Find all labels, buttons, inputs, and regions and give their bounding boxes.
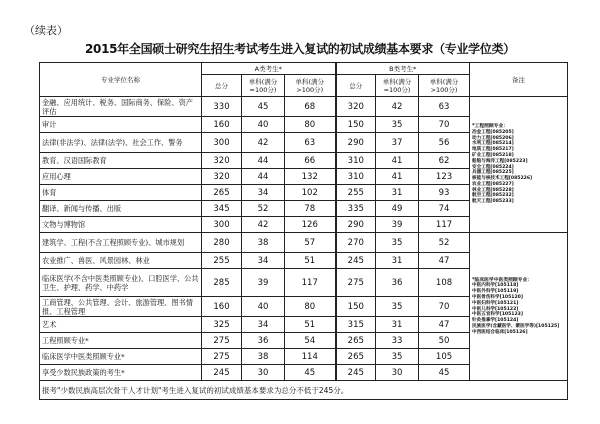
group-a-single-over-100: 117: [285, 269, 336, 297]
note-item: 中医外科学[105119]: [472, 289, 519, 295]
category-name: 工商管理、公共管理、会计、旅游管理、图书情报、工程管理: [40, 297, 202, 317]
group-a-total: 330: [202, 97, 242, 117]
header-group-a: A类考生*: [202, 63, 336, 75]
group-a-single-over-100: 78: [285, 201, 336, 217]
group-a-single-over-100: 51: [285, 317, 336, 333]
group-a-single-over-100: 63: [285, 133, 336, 153]
note-item: 中医内科学[105118]: [472, 283, 519, 289]
category-name: 法律(非法学)、法律(法学)、社会工作、警务: [40, 133, 202, 153]
group-a-single-over-100: 54: [285, 333, 336, 349]
group-a-single-100: 39: [242, 269, 285, 297]
header-category: 专业学位名称: [40, 63, 202, 97]
group-a-single-over-100: 132: [285, 169, 336, 185]
group-a-single-100: 34: [242, 185, 285, 201]
group-a-total: 160: [202, 297, 242, 317]
group-a-single-over-100: 57: [285, 233, 336, 253]
group-b-single-over-100: 47: [419, 253, 470, 269]
group-b-total: 315: [336, 317, 376, 333]
category-name: 临床医学(不含中医类照顾专业)、口腔医学、公共卫生、护理、药学、中药学: [40, 269, 202, 297]
group-a-single-100: 42: [242, 133, 285, 153]
note-engineering: [470, 97, 568, 233]
group-a-total: 325: [202, 317, 242, 333]
score-table: [39, 62, 568, 400]
group-b-single-100: 31: [376, 317, 419, 333]
group-b-single-over-100: 56: [419, 133, 470, 153]
group-a-single-100: 40: [242, 117, 285, 133]
group-b-single-100: 35: [376, 233, 419, 253]
group-a-total: 245: [202, 365, 242, 381]
category-name: 文物与博物馆: [40, 217, 202, 233]
group-a-total: 265: [202, 185, 242, 201]
category-name: 翻译、新闻与传播、出版: [40, 201, 202, 217]
group-a-total: 320: [202, 169, 242, 185]
footnote-row: [40, 381, 568, 400]
group-b-single-over-100: 70: [419, 117, 470, 133]
category-name: 享受少数民族政策的考生*: [40, 365, 202, 381]
header-a-single-100: 单科(满分=100分): [242, 75, 285, 97]
group-b-total: 265: [336, 333, 376, 349]
note-title: *工程照顾专业：: [472, 123, 509, 129]
group-b-single-over-100: 123: [419, 169, 470, 185]
group-b-total: 335: [336, 201, 376, 217]
group-b-single-100: 31: [376, 253, 419, 269]
group-b-single-100: 30: [376, 365, 419, 381]
note-medical: [470, 233, 568, 381]
group-b-single-over-100: 63: [419, 97, 470, 117]
group-a-total: 320: [202, 153, 242, 169]
group-b-single-100: 35: [376, 349, 419, 365]
group-a-single-100: 40: [242, 297, 285, 317]
group-b-single-100: 49: [376, 201, 419, 217]
category-name: 艺术: [40, 317, 202, 333]
group-a-single-over-100: 126: [285, 217, 336, 233]
group-b-total: 310: [336, 169, 376, 185]
group-a-total: 280: [202, 233, 242, 253]
page-title: 2015年全国硕士研究生招生考试考生进入复试的初试成绩基本要求（专业学位类）: [84, 42, 515, 56]
group-b-total: 270: [336, 233, 376, 253]
continued-label: （续表）: [24, 24, 68, 37]
group-b-single-over-100: 108: [419, 269, 470, 297]
note-item: 中医妇科学[105121]: [472, 300, 519, 306]
group-b-single-over-100: 50: [419, 333, 470, 349]
group-b-single-over-100: 93: [419, 185, 470, 201]
group-a-total: 300: [202, 133, 242, 153]
group-a-single-over-100: 80: [285, 117, 336, 133]
group-a-single-100: 45: [242, 97, 285, 117]
group-a-single-100: 34: [242, 317, 285, 333]
group-b-single-100: 41: [376, 153, 419, 169]
group-b-total: 245: [336, 253, 376, 269]
group-b-total: 265: [336, 349, 376, 365]
note-item: 船舶与海洋工程[085223]: [472, 158, 528, 164]
note-item: 民族医学(含藏医学、蒙医学等)[105125]: [472, 323, 560, 329]
group-b-single-100: 31: [376, 185, 419, 201]
category-name: 审计: [40, 117, 202, 133]
group-a-total: 345: [202, 201, 242, 217]
group-b-total: 255: [336, 185, 376, 201]
group-b-single-over-100: 117: [419, 217, 470, 233]
header-row-group: [40, 63, 568, 75]
group-a-single-100: 38: [242, 233, 285, 253]
group-a-total: 275: [202, 349, 242, 365]
header-group-b: B类考生*: [336, 63, 470, 75]
note-item: 矿业工程[085218]: [472, 152, 514, 158]
note-item: 动力工程[085206]: [472, 135, 514, 141]
group-b-single-over-100: 70: [419, 297, 470, 317]
group-a-total: 285: [202, 269, 242, 297]
footnote: 报考"少数民族高层次骨干人才计划"考生进入复试的初试成绩基本要求为总分不低于245分。: [40, 381, 568, 400]
group-b-single-100: 41: [376, 169, 419, 185]
group-a-single-100: 44: [242, 153, 285, 169]
header-a-total: 总分: [202, 75, 242, 97]
group-b-single-100: 39: [376, 217, 419, 233]
group-b-total: 150: [336, 297, 376, 317]
group-b-total: 290: [336, 133, 376, 153]
group-a-single-100: 38: [242, 349, 285, 365]
header-a-single-over-100: 单科(满分>100分): [285, 75, 336, 97]
category-name: 农业推广、兽医、风景园林、林业: [40, 253, 202, 269]
table-row: [40, 233, 568, 253]
group-a-single-over-100: 102: [285, 185, 336, 201]
note-item: 地质工程[085217]: [472, 147, 514, 153]
note-item: 针灸推拿学[105124]: [472, 318, 519, 324]
note-item: 中医骨伤科学[105120]: [472, 294, 523, 300]
note-item: 水利工程[085214]: [472, 141, 514, 147]
group-b-total: 320: [336, 97, 376, 117]
note-item: 安全工程[085224]: [472, 164, 514, 170]
group-a-single-over-100: 45: [285, 365, 336, 381]
group-a-single-over-100: 51: [285, 253, 336, 269]
group-a-single-100: 44: [242, 169, 285, 185]
group-a-single-100: 52: [242, 201, 285, 217]
category-name: 应用心理: [40, 169, 202, 185]
category-name: 体育: [40, 185, 202, 201]
group-b-single-100: 33: [376, 333, 419, 349]
note-item: 冶金工程[085205]: [472, 129, 514, 135]
group-b-single-over-100: 47: [419, 317, 470, 333]
category-name: 建筑学、工程(不含工程照顾专业)、城市规划: [40, 233, 202, 253]
group-b-total: 310: [336, 153, 376, 169]
group-a-single-over-100: 80: [285, 297, 336, 317]
group-a-total: 160: [202, 117, 242, 133]
note-item: 核能与核技术工程[085226]: [472, 176, 533, 182]
group-b-total: 245: [336, 365, 376, 381]
group-a-single-100: 36: [242, 333, 285, 349]
group-b-total: 290: [336, 217, 376, 233]
group-a-single-over-100: 114: [285, 349, 336, 365]
note-item: 中医五官科学[105123]: [472, 312, 523, 318]
group-a-single-100: 30: [242, 365, 285, 381]
note-title: *临床医学中医类照顾专业：: [472, 277, 533, 283]
group-a-total: 300: [202, 217, 242, 233]
header-b-single-100: 单科(满分=100分): [376, 75, 419, 97]
group-b-total: 275: [336, 269, 376, 297]
note-item: 中西医结合临床[105126]: [472, 329, 528, 335]
group-b-single-over-100: 105: [419, 349, 470, 365]
group-b-single-over-100: 45: [419, 365, 470, 381]
group-b-single-100: 35: [376, 117, 419, 133]
note-item: 林业工程[085228]: [472, 187, 514, 193]
group-b-single-100: 42: [376, 97, 419, 117]
note-item: 兵器工程[085225]: [472, 170, 514, 176]
note-item: 航天工程[085233]: [472, 199, 514, 205]
group-a-single-over-100: 66: [285, 153, 336, 169]
group-b-single-100: 37: [376, 133, 419, 153]
header-b-total: 总分: [336, 75, 376, 97]
group-a-single-100: 34: [242, 253, 285, 269]
group-b-single-over-100: 74: [419, 201, 470, 217]
category-name: 教育、汉语国际教育: [40, 153, 202, 169]
category-name: 临床医学中医类照顾专业*: [40, 349, 202, 365]
group-a-single-100: 42: [242, 217, 285, 233]
group-b-single-100: 35: [376, 297, 419, 317]
table-row: [40, 97, 568, 117]
note-item: 农业工程[085227]: [472, 181, 514, 187]
group-b-single-over-100: 62: [419, 153, 470, 169]
note-item: 航空工程[085232]: [472, 193, 514, 199]
category-name: 金融、应用统计、税务、国际商务、保险、资产评估: [40, 97, 202, 117]
group-b-single-over-100: 52: [419, 233, 470, 253]
group-b-single-100: 36: [376, 269, 419, 297]
category-name: 工程照顾专业*: [40, 333, 202, 349]
header-note: 备注: [470, 63, 568, 97]
group-a-single-over-100: 68: [285, 97, 336, 117]
group-a-total: 275: [202, 333, 242, 349]
note-item: 中医儿科学[105122]: [472, 306, 519, 312]
group-a-total: 255: [202, 253, 242, 269]
header-b-single-over-100: 单科(满分>100分): [419, 75, 470, 97]
group-b-total: 150: [336, 117, 376, 133]
